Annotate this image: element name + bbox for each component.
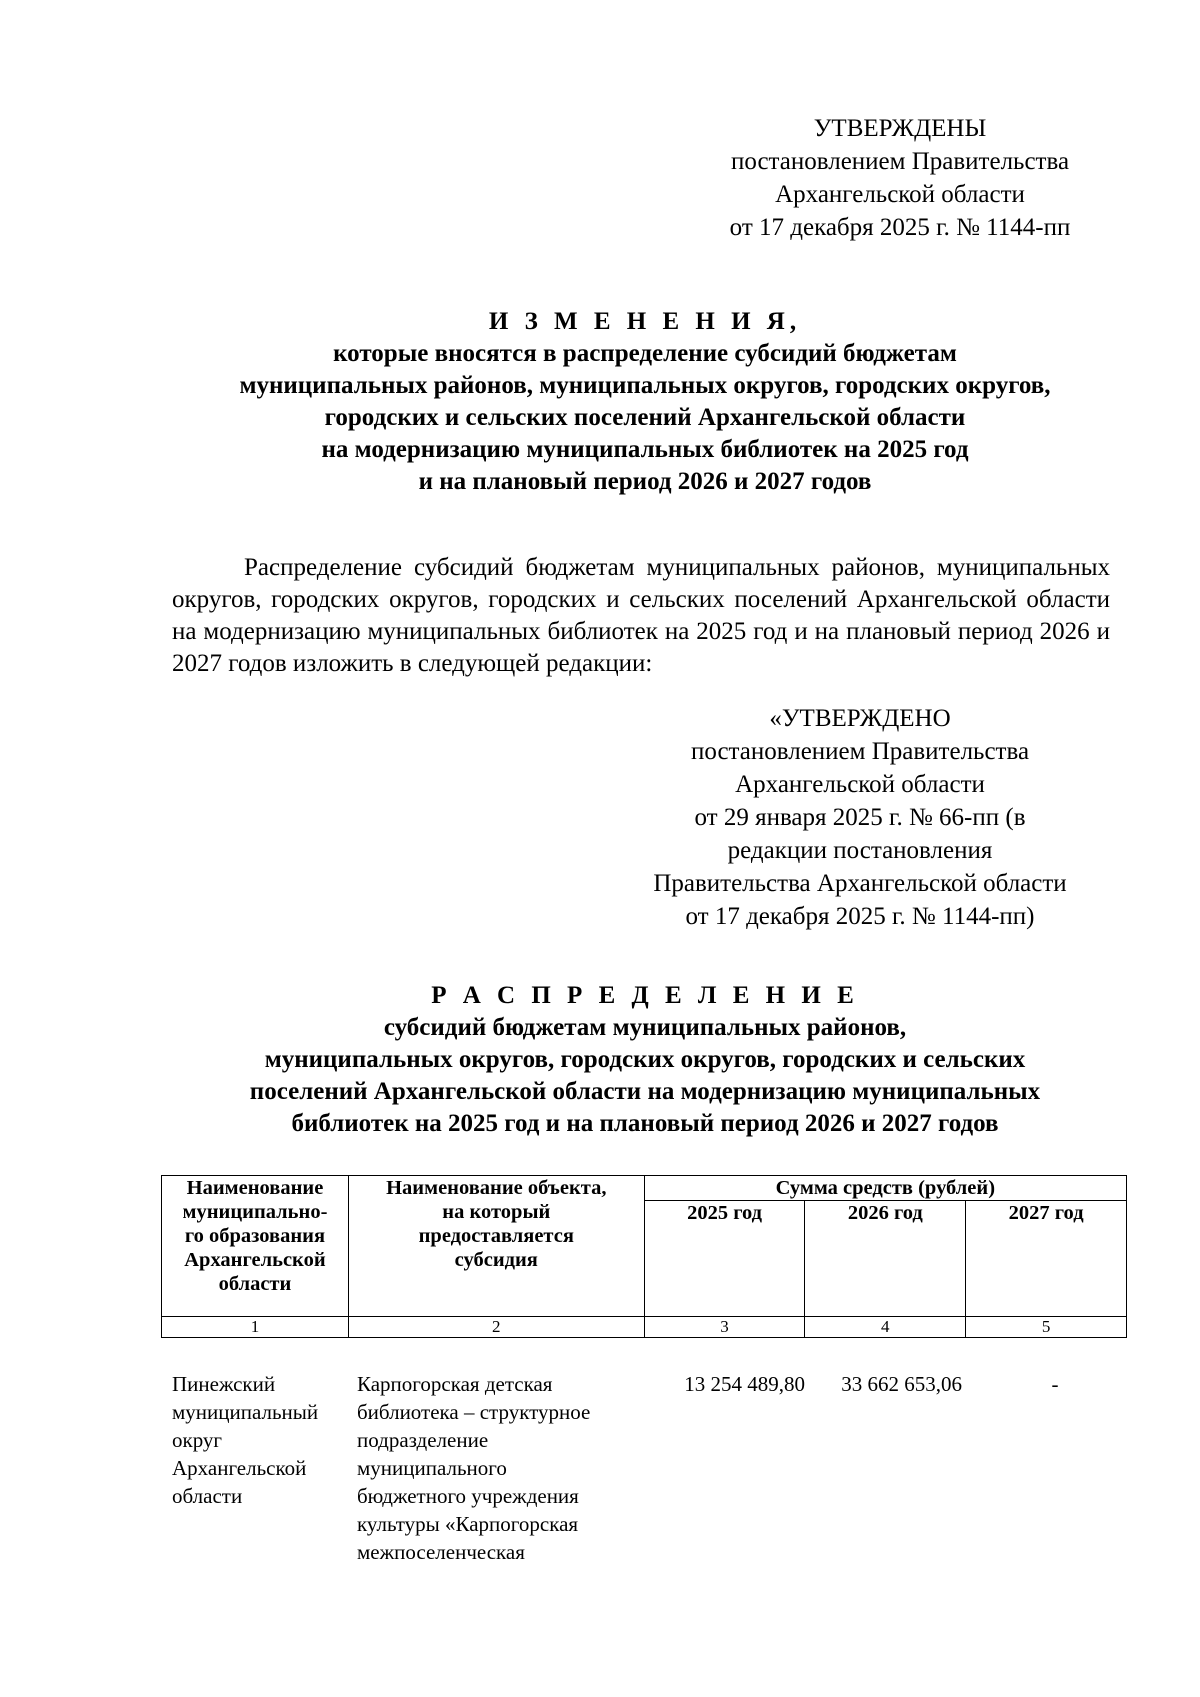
header-year-2027: 2027 год [966,1201,1127,1317]
row-municipality: Пинежский муниципальный округ Архангельской области [172,1372,319,1508]
approval-inner-line: редакции постановления [727,837,993,864]
changes-title-line: которые вносятся в распределение субсидий бюджетам [333,340,957,367]
approval-top-line: УТВЕРЖДЕНЫ [813,115,987,142]
approval-inner-line: Архангельской области [735,771,985,798]
changes-heading: И З М Е Н Е Н И Я, [488,308,802,335]
approval-inner-line: Правительства Архангельской области [653,870,1067,897]
approval-stamp-inner [630,702,1090,933]
approval-stamp-top [700,112,1100,244]
column-number: 2 [348,1317,644,1338]
column-number: 5 [966,1317,1127,1338]
intro-paragraph: Распределение субсидий бюджетам муниципальных районов, муниципальных округов, городских округов, городских и сельских поселений Архангельской области на модернизацию муниципальных библиотек на 2025 год и на плановый период 2026 и 2027 годов изложить в следующей редакции: [172,554,1110,677]
approval-inner-line: «УТВЕРЖДЕНО [769,705,951,732]
approval-inner-line: от 17 декабря 2025 г. № 1144-пп) [685,903,1035,930]
changes-title-line: муниципальных районов, муниципальных округов, городских округов, [239,372,1051,399]
header-object: Наименование объекта, на который предоставляется субсидия [348,1176,644,1317]
row-amount-2025: 13 254 489,80 [684,1372,805,1396]
distribution-title-line: поселений Архангельской области на модернизацию муниципальных [249,1078,1041,1105]
row-amount-2026: 33 662 653,06 [841,1372,962,1396]
column-number: 3 [644,1317,805,1338]
header-year-2026: 2026 год [805,1201,966,1317]
distribution-title-line: библиотек на 2025 год и на плановый период 2026 и 2027 годов [291,1110,999,1137]
changes-title-line: городских и сельских поселений Архангельской области [324,404,966,431]
header-sum: Сумма средств (рублей) [644,1176,1126,1201]
approval-inner-line: от 29 января 2025 г. № 66-пп (в [694,804,1026,831]
distribution-title-line: субсидий бюджетам муниципальных районов, [383,1014,907,1041]
changes-title-line: на модернизацию муниципальных библиотек на 2025 год [321,436,969,463]
row-amount-2027: - [1051,1372,1059,1396]
changes-title-line: и на плановый период 2026 и 2027 годов [418,468,872,495]
approval-top-line: постановлением Правительства [730,148,1070,175]
distribution-title-line: муниципальных округов, городских округов, городских и сельских [264,1046,1026,1073]
approval-top-line: от 17 декабря 2025 г. № 1144-пп [729,214,1071,241]
distribution-table [161,1175,1127,1338]
header-municipality: Наименование муниципально- го образования Архангельской области [162,1176,349,1317]
column-number: 4 [805,1317,966,1338]
approval-inner-line: постановлением Правительства [690,738,1030,765]
approval-top-line: Архангельской области [775,181,1025,208]
column-number: 1 [162,1317,349,1338]
row-object: Карпогорская детская библиотека – структурное подразделение муниципального бюджетного учреждения культуры «Карпогорская межпоселенческая [357,1372,591,1564]
distribution-title-block [120,980,1170,1140]
changes-title-block [120,306,1170,498]
distribution-heading: Р А С П Р Е Д Е Л Е Н И Е [431,982,859,1009]
header-year-2025: 2025 год [644,1201,805,1317]
